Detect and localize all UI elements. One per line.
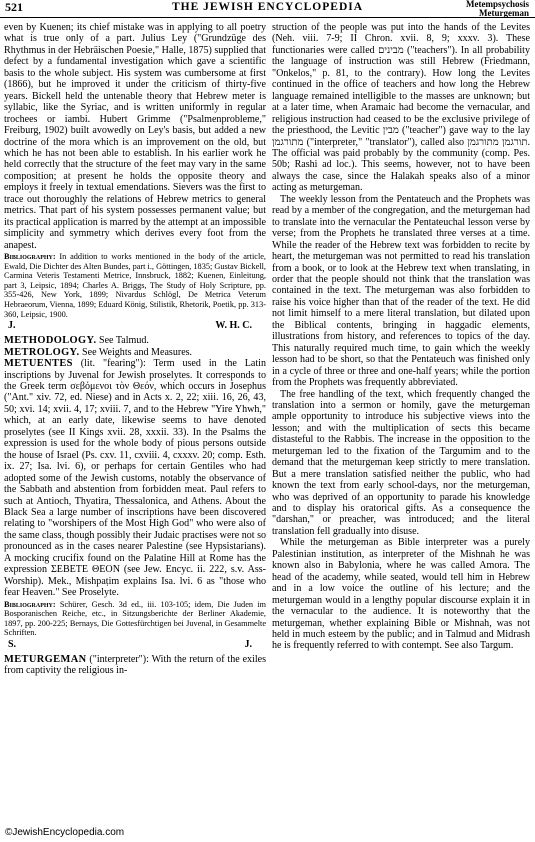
signature-author: W. H. C.: [215, 320, 252, 332]
author-signature: [4, 639, 266, 651]
article-paragraph: struction of the people was put into the hands of the Levites (Neh. viii. 7-9; II Chron. xvii. 8, 9; xxxv. 3). These functionaries were called מבינים ("teachers"). In all probability the language of instruction was still Hebrew (Friedmann, "Onkelos," p. 81, to the contrary). How long the Levites continued in the office of teachers and how long the Hebrew language remained intelligible to the masses are unknown; but at a later time, when Aramaic had become the vernacular, and religious instruction had ceased to be the exclusive privilege of the priesthood, the Levitic מבין ("teacher") gave way to the lay מתורגמן ("interpreter," "translator"), called also תורגמן מתורגמן. The official was paid probably by the community (comp. Pes. 50b; Rashi ad loc.). This seems, however, not to have been always the case, since the Halakah speaks also of a minor acting as meturgeman.: [272, 22, 531, 194]
entry-text: ("interpreter"): With the return of the exiles from captivity the religious in-: [4, 654, 266, 677]
entry-metuentes: [4, 358, 266, 599]
bibliography: [4, 600, 266, 638]
running-head-first: Metempsychosis: [466, 0, 529, 9]
page-number: 521: [5, 0, 23, 14]
author-signature: [4, 320, 266, 332]
page-header: [0, 0, 535, 18]
running-head: [466, 0, 529, 18]
right-column: [272, 22, 530, 652]
entry-headword: METROLOGY.: [4, 346, 80, 358]
bibliography: [4, 252, 266, 319]
cross-reference[interactable]: See Weights and Measures.: [82, 346, 193, 358]
bibliography-text: Schürer, Gesch. 3d ed., iii. 103-105; idem, Die Juden im Bosporanischen Reiche, etc., in Sitzungsberichte der Berliner Akademie, 1897, pp. 200-225; Bernays, Die Gottesfürchtigen bei Juvenal, in Gesammelte Schriften.: [4, 599, 266, 638]
article-paragraph: even by Kuenen; its chief mistake was in applying to all poetry what is true only of a part. Julius Ley ("Grundzüge des Rhythmus in der Hebräischen Poesie," Halle, 1875) supplied that defect by a fundamental investigation which gave a scientific basis to the whole subject. His system was cumbersome at first (1866), but he improved it under the criticism of thirty-five years. Bickell held the untenable theory that Hebrew meter is syllabic, like the Syriac, and is written uniformly in regular trochees or iambi. Hubert Grimme ("Psalmenprobleme," Freiburg, 1902) built avowedly on Ley's basis, but added a new doctrine of the mora which is an improvement on the old, but which he has not been able to establish. In his earlier work he held correctly that the structure of the feet may vary in the same composition; at present he holds the opposite theory and employs it freely in textual emendations. Sievers was the first to trace out thoroughly the relations of Hebrew metrics to general metrics. That part of his system possesses permanent value; but its practical application is marred by the attempt at an impossible simplicity and symmetry which derives every foot from the anapest.: [4, 22, 266, 251]
signature-initial: S.: [8, 639, 17, 651]
entry-text: (lit. "fearing"): Term used in the Latin inscriptions by Juvenal for Jewish proselytes. It corresponds to the Greek term σεβόμενοι τὸν Θεόν, which occurs in Josephus ("Ant." xiv. 72, ed. Niese) and in Acts x. 2, 22; xiii. 16, 26, 43, 50; xvi. 14; xvii. 4, 17; xviii. 7, and to the Hebrew "Yire Yhwh," which, at an early date, likewise seems to have denoted proselytes (see II Kings xvii. 28, xxxii. 33). In the Psalms the expression is used for the whole body of pious persons outside the house of Israel (Ps. cxv. 11, cxviii. 4, cxxxv. 20; comp. Esth. ix. 27; Isa. lvi. 6), or perhaps for certain Gentiles who had adopted some of the Jewish customs, notably the observance of the Sabbath and abstention from forbidden meat. Paul refers to such at Antioch, Thyatira, Thessalonica, and Athens. About the Black Sea a large number of inscriptions have been discovered relating to "worshipers of the Most High God" who were also of the same class, though possibly their Judaic practises were not so pronounced as in the cases nearer Palestine (see Hypsistarians). A mocking crucifix found on the Palatine Hill at Rome has the expression ΣΕΒΕΤΕ ΘΕΟΝ (see Jew. Encyc. ii. 222, s.v. Ass-Worship). Mek., Mishpaṭim explains Isa. lvi. 6 as "those who fear Heaven." See Proselyte.: [4, 358, 266, 599]
signature-author: J.: [244, 639, 252, 651]
bibliography-label: Bibliography:: [4, 252, 56, 262]
page-footer: [5, 827, 124, 838]
article-paragraph: The free handling of the text, which frequently changed the translation into a sermon or homily, gave the meturgeman ample opportunity to introduce his subjective views into the lesson; and with the multiplication of sects this became distasteful to the Rabbis. The increase in the opposition to the meturgeman led to the fixation of the Targumim and to the demand that the meturgeman keep strictly to mere translation. But a mere translation satisfied neither the public, who had known the text from early school-days, nor the meturgeman, who was deprived of an opportunity to parade his knowledge and to display his oratorical gifts. As a consequence the "darshan," or preacher, was introduced; and the literal translation fell gradually into disuse.: [272, 388, 530, 537]
article-paragraph: While the meturgeman as Bible interpreter was a purely Palestinian institution, as interpreter of the Mishnah he was known also in Babylonia, where he was called Amora. The head of the academy, while seated, would tell him in Hebrew and in a low voice the outline of his lecture; and the meturgeman would in a lengthy popular discourse explain it in the vernacular to the audience. It is noteworthy that the meturgeman, whether explaining Bible or Mishnah, was not held in much esteem by the public; and in Talmud and Midrash he is frequently referred to with contempt. See also Targum.: [272, 537, 530, 652]
entry-headword: METURGEMAN: [4, 654, 87, 666]
left-column: [4, 22, 266, 677]
bibliography-text: In addition to works mentioned in the body of the article, Ewald, Die Dichter des Alten Bundes, part i., Göttingen, 1835; Gustav Bickell, Carmina Veteris Testamenti Metrice, Innsbruck, 1882; Kuenen, Einleitung, part 3, Leipsic, 1894; Charles A. Briggs, The Study of Holy Scripture, pp. 355-426, New York, 1899; Nivardus Schlögl, De Metrica Veterum Hebraeorum, Vienna, 1899; Eduard König, Stilistik, Rhetorik, Poetik, pp. 313-360, Leipsic, 1900.: [4, 252, 267, 319]
entry-methodology: [4, 335, 266, 346]
entry-headword: METUENTES: [4, 358, 73, 370]
entry-meturgeman: [4, 654, 266, 677]
bibliography-label: Bibliography:: [4, 599, 56, 609]
entry-headword: METHODOLOGY.: [4, 335, 97, 347]
copyright-link[interactable]: ©JewishEncyclopedia.com: [5, 827, 125, 838]
signature-initial: J.: [8, 320, 16, 332]
entry-metrology: [4, 347, 266, 358]
running-head-last: Meturgeman: [479, 8, 529, 18]
cross-reference[interactable]: See Talmud.: [98, 335, 149, 347]
publication-title: THE JEWISH ENCYCLOPEDIA: [171, 1, 364, 13]
article-paragraph: The weekly lesson from the Pentateuch and the Prophets was read by a member of the congregation, and the meturgeman had to translate into the vernacular the Pentateuchal lesson verse by verse; from the Prophets he translated three verses at a time. While the reader of the Hebrew text was forbidden to recite by heart, the meturgeman was not permitted to read his translation from a book, or to look at the Hebrew text when translating, in order that the people should not think that the translation was contained in the text. The meturgeman was also forbidden to raise his voice higher than that of the reader of the text. He did not limit himself to a mere literal translation, but dilated upon the Biblical contents, bringing in haggadic elements, illustrations from history, and references to topics of the day. This naturally required much time, to gain which the weekly lesson had to be short, so that the Pentateuch was finished only in a cycle of three or three and one-half years; while the portion from the Prophets was frequently abbreviated.: [272, 193, 530, 389]
